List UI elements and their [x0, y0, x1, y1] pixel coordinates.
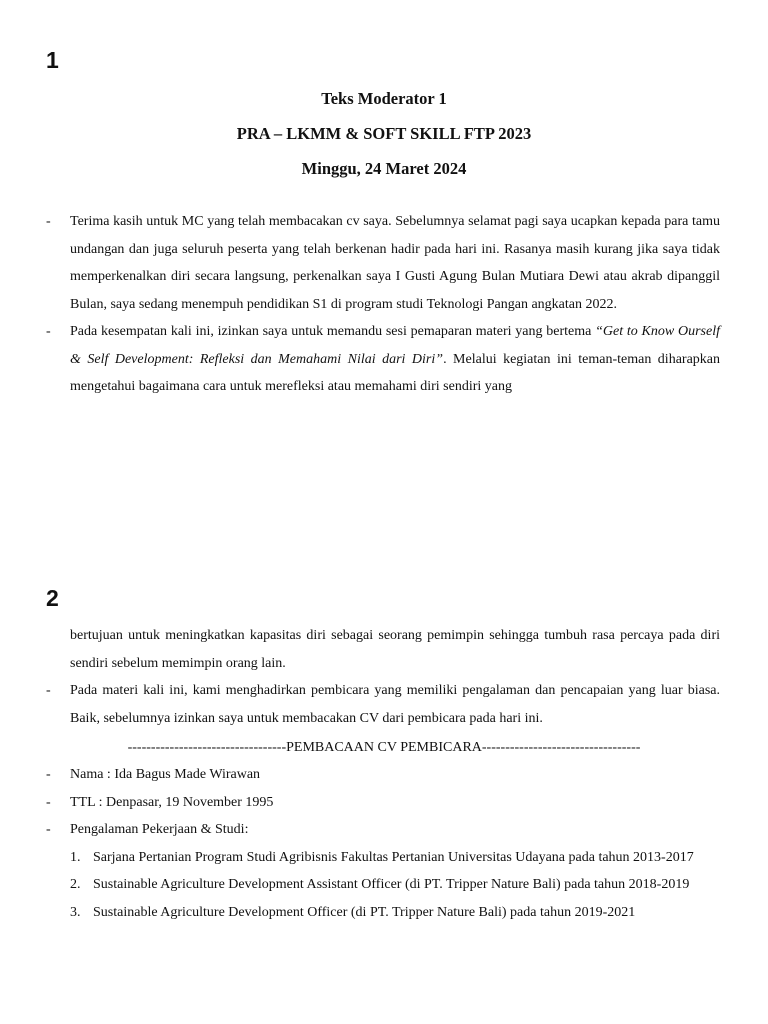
list-item	[0, 871, 768, 899]
event-date: Minggu, 24 Maret 2024	[301, 159, 467, 178]
page-number-1: 1	[46, 47, 59, 73]
cv-details	[0, 761, 768, 926]
list-item-text: Sustainable Agriculture Development Assistant Officer (di PT. Tripper Nature Bali) pada tahun 2018-2019	[93, 877, 690, 892]
bullet-item	[0, 677, 768, 732]
bullet-dash: -	[46, 214, 51, 229]
experience-heading: Pengalaman Pekerjaan & Studi:	[70, 822, 249, 837]
document-title-block	[0, 86, 768, 191]
bullet-dash: -	[46, 767, 51, 782]
cv-section-divider: ----------------------------------PEMBACAAN CV PEMBICARA----------------------------------	[127, 740, 641, 755]
cv-ttl-item	[0, 789, 768, 817]
list-number: 1.	[70, 849, 81, 865]
continuation-item	[0, 622, 768, 677]
theme-intro-text: Pada kesempatan kali ini, izinkan saya untuk memandu sesi pemaparan materi yang bertema	[70, 324, 596, 339]
cv-name-item	[0, 761, 768, 789]
list-number: 2.	[70, 877, 81, 892]
bullet-dash: -	[46, 822, 51, 837]
speaker-intro-paragraph: Pada materi kali ini, kami menghadirkan pembicara yang memiliki pengalaman dan pencapaian yang luar biasa. Baik, sebelumnya izinkan saya untuk membacakan CV dari pembicara pada hari ini.	[70, 683, 720, 726]
speaker-birth-info: TTL : Denpasar, 19 November 1995	[70, 794, 274, 810]
theme-continuation-text: . Melalui kegiatan ini teman-teman diharapkan mengetahui bagaimana cara untuk merefleksi atau memahami diri sendiri yang	[70, 351, 721, 394]
page-number-2: 2	[46, 585, 59, 611]
experience-list	[0, 844, 768, 927]
page1-body	[0, 208, 768, 401]
list-number: 3.	[70, 904, 81, 920]
bullet-dash: -	[46, 794, 51, 810]
bullet-dash: -	[46, 324, 51, 339]
cv-experience-item	[0, 816, 768, 844]
event-name: PRA – LKMM & SOFT SKILL FTP 2023	[236, 124, 532, 143]
theme-title: “Get to Know Ourself & Self Development: Refleksi dan Memahami Nilai dari Diri”	[70, 324, 720, 367]
list-item	[0, 844, 768, 872]
document-title: Teks Moderator 1	[321, 89, 447, 108]
opening-paragraph: Terima kasih untuk MC yang telah membacakan cv saya. Sebelumnya selamat pagi saya ucapkan kepada para tamu undangan dan juga seluruh peserta yang telah berkenan hadir pada hari ini. Rasanya masih kurang jika saya tidak memperkenalkan diri secara langsung, perkenalkan saya I Gusti Agung Bulan Mutiara Dewi atau akrab dipanggil Bulan, saya sedang menempuh pendidikan S1 di program studi Teknologi Pangan angkatan 2022.	[70, 214, 720, 312]
bullet-item	[0, 208, 768, 318]
list-item-text: Sustainable Agriculture Development Officer (di PT. Tripper Nature Bali) pada tahun 2019-2021	[93, 904, 636, 920]
theme-paragraph	[70, 318, 720, 401]
continuation-paragraph: bertujuan untuk meningkatkan kapasitas diri sebagai seorang pemimpin sehingga tumbuh rasa percaya pada diri sendiri sebelum memimpin orang lain.	[70, 628, 720, 671]
page2-body-top	[0, 622, 768, 732]
bullet-item	[0, 318, 768, 401]
list-item	[0, 899, 768, 927]
speaker-name: Nama : Ida Bagus Made Wirawan	[70, 767, 261, 782]
list-item-text: Sarjana Pertanian Program Studi Agribisnis Fakultas Pertanian Universitas Udayana pada tahun 2013-2017	[93, 849, 694, 865]
bullet-dash: -	[46, 683, 51, 698]
